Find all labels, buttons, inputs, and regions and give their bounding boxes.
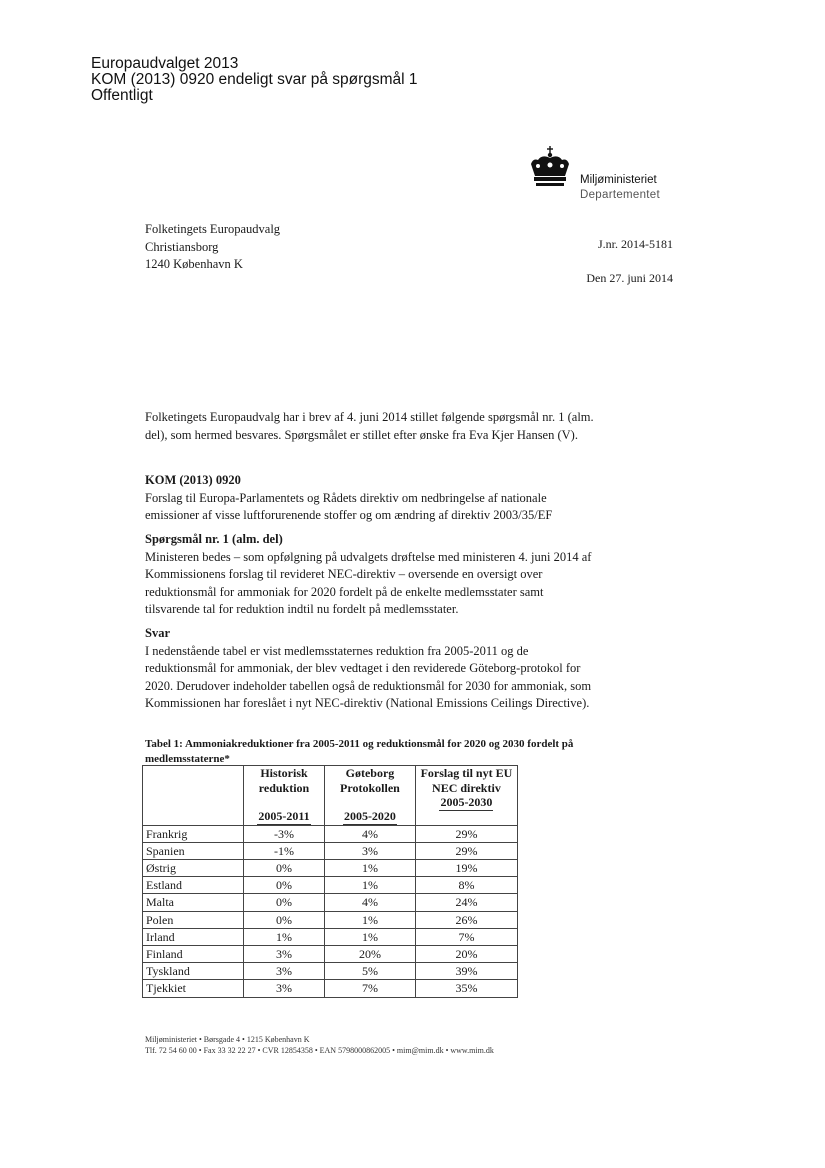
header-historic-period: 2005-2011 — [258, 809, 310, 823]
table-row — [143, 842, 518, 859]
country-cell: Irland — [143, 928, 244, 945]
kom-heading: KOM (2013) 0920 — [145, 473, 241, 487]
historic-cell: 0% — [244, 911, 325, 928]
country-cell: Polen — [143, 911, 244, 928]
answer-heading: Svar — [145, 626, 170, 640]
goteborg-cell: 1% — [325, 911, 416, 928]
goteborg-cell: 1% — [325, 928, 416, 945]
table-row — [143, 894, 518, 911]
recipient-line-3: 1240 København K — [145, 257, 243, 271]
journal-number: J.nr. 2014-5181 — [598, 237, 673, 251]
nec-cell: 8% — [415, 877, 517, 894]
historic-cell: 3% — [244, 945, 325, 962]
table-row — [143, 825, 518, 842]
answer-section — [145, 625, 595, 713]
stamp-line-3: Offentligt — [91, 87, 153, 104]
table-row — [143, 963, 518, 980]
historic-cell: -3% — [244, 825, 325, 842]
country-cell: Estland — [143, 877, 244, 894]
country-cell: Østrig — [143, 859, 244, 876]
historic-cell: 1% — [244, 928, 325, 945]
historic-cell: 3% — [244, 980, 325, 997]
crown-icon — [527, 146, 573, 188]
table-row — [143, 980, 518, 997]
goteborg-cell: 1% — [325, 859, 416, 876]
table-row — [143, 945, 518, 962]
goteborg-cell: 1% — [325, 877, 416, 894]
recipient-address — [145, 221, 280, 274]
answer-text: I nedenstående tabel er vist medlemsstaternes reduktion fra 2005-2011 og de reduktionsmål for ammoniak, der blev vedtaget i den reviderede Göteborg-protokol for 2020. Derudover indeholder tabellen også de reduktionsmål for 2030 for ammoniak, som Kommissionen har foreslået i nyt NEC-direktiv (National Emissions Ceilings Directive). — [145, 643, 592, 710]
header-nec-title: Forslag til nyt EU NEC direktiv — [420, 766, 513, 795]
historic-cell: 0% — [244, 877, 325, 894]
nec-cell: 39% — [415, 963, 517, 980]
document-stamp — [91, 56, 418, 104]
goteborg-cell: 7% — [325, 980, 416, 997]
ammonia-reduction-table — [142, 765, 518, 998]
country-cell: Spanien — [143, 842, 244, 859]
kom-text: Forslag til Europa-Parlamentets og Rådets direktiv om nedbringelse af nationale emissioner af visse luftforurenende stoffer og om ændring af direktiv 2003/35/EF — [145, 490, 553, 522]
question-section — [145, 531, 595, 619]
table-row — [143, 859, 518, 876]
nec-cell: 19% — [415, 859, 517, 876]
footer-line-1: Miljøministeriet • Børsgade 4 • 1215 København K — [145, 1035, 310, 1044]
question-heading: Spørgsmål nr. 1 (alm. del) — [145, 532, 283, 546]
country-cell: Frankrig — [143, 825, 244, 842]
historic-cell: -1% — [244, 842, 325, 859]
country-cell: Malta — [143, 894, 244, 911]
historic-cell: 0% — [244, 894, 325, 911]
table-header-row — [143, 766, 518, 826]
nec-cell: 7% — [415, 928, 517, 945]
header-goteborg — [325, 766, 416, 826]
goteborg-cell: 4% — [325, 894, 416, 911]
department-name: Departementet — [580, 189, 660, 201]
header-goteborg-title: Gøteborg Protokollen — [340, 766, 400, 795]
goteborg-cell: 3% — [325, 842, 416, 859]
table-caption: Tabel 1: Ammoniakreduktioner fra 2005-2011 og reduktionsmål for 2020 og 2030 fordelt på medlemsstaterne* — [145, 738, 574, 765]
header-nec-period: 2005-2030 — [440, 795, 493, 809]
footer-line-2: Tlf. 72 54 60 00 • Fax 33 32 22 27 • CVR 12854358 • EAN 5798000862005 • mim@mim.dk • www.mim.dk — [145, 1046, 494, 1055]
stamp-line-1: Europaudvalget 2013 — [91, 55, 239, 72]
recipient-line-2: Christiansborg — [145, 239, 219, 254]
ministry-logo — [527, 146, 677, 206]
letter-date: Den 27. juni 2014 — [586, 271, 673, 285]
country-cell: Finland — [143, 945, 244, 962]
nec-cell: 29% — [415, 842, 517, 859]
historic-cell: 0% — [244, 859, 325, 876]
stamp-line-2: KOM (2013) 0920 endeligt svar på spørgsmål 1 — [91, 71, 418, 88]
goteborg-cell: 5% — [325, 963, 416, 980]
header-goteborg-period: 2005-2020 — [343, 809, 396, 823]
historic-cell: 3% — [244, 963, 325, 980]
header-historic — [244, 766, 325, 826]
nec-cell: 20% — [415, 945, 517, 962]
table-row — [143, 928, 518, 945]
header-historic-title: Historisk reduktion — [258, 766, 310, 795]
nec-cell: 29% — [415, 825, 517, 842]
letter-footer — [145, 1034, 494, 1056]
goteborg-cell: 20% — [325, 945, 416, 962]
nec-cell: 24% — [415, 894, 517, 911]
table-row — [143, 911, 518, 928]
country-cell: Tyskland — [143, 963, 244, 980]
header-nec — [415, 766, 517, 826]
intro-paragraph: Folketingets Europaudvalg har i brev af 4. juni 2014 stillet følgende spørgsmål nr. 1 (alm. del), som hermed besvares. Spørgsmålet er stillet efter ønske fra Eva Kjer Hansen (V). — [145, 410, 594, 442]
kom-section — [145, 472, 595, 525]
header-country — [143, 766, 244, 826]
country-cell: Tjekkiet — [143, 980, 244, 997]
table-row — [143, 877, 518, 894]
goteborg-cell: 4% — [325, 825, 416, 842]
question-text: Ministeren bedes – som opfølgning på udvalgets drøftelse med ministeren 4. juni 2014 af Kommissionens forslag til revideret NEC-direktiv – oversende en oversigt over reduktionsmål for ammoniak for 2020 fordelt på de enkelte medlemsstater samt tilsvarende tal for reduktion indtil nu fordelt på medlemsstater. — [145, 549, 592, 616]
ministry-name: Miljøministeriet — [580, 174, 657, 186]
recipient-line-1: Folketingets Europaudvalg — [145, 222, 281, 236]
nec-cell: 35% — [415, 980, 517, 997]
nec-cell: 26% — [415, 911, 517, 928]
